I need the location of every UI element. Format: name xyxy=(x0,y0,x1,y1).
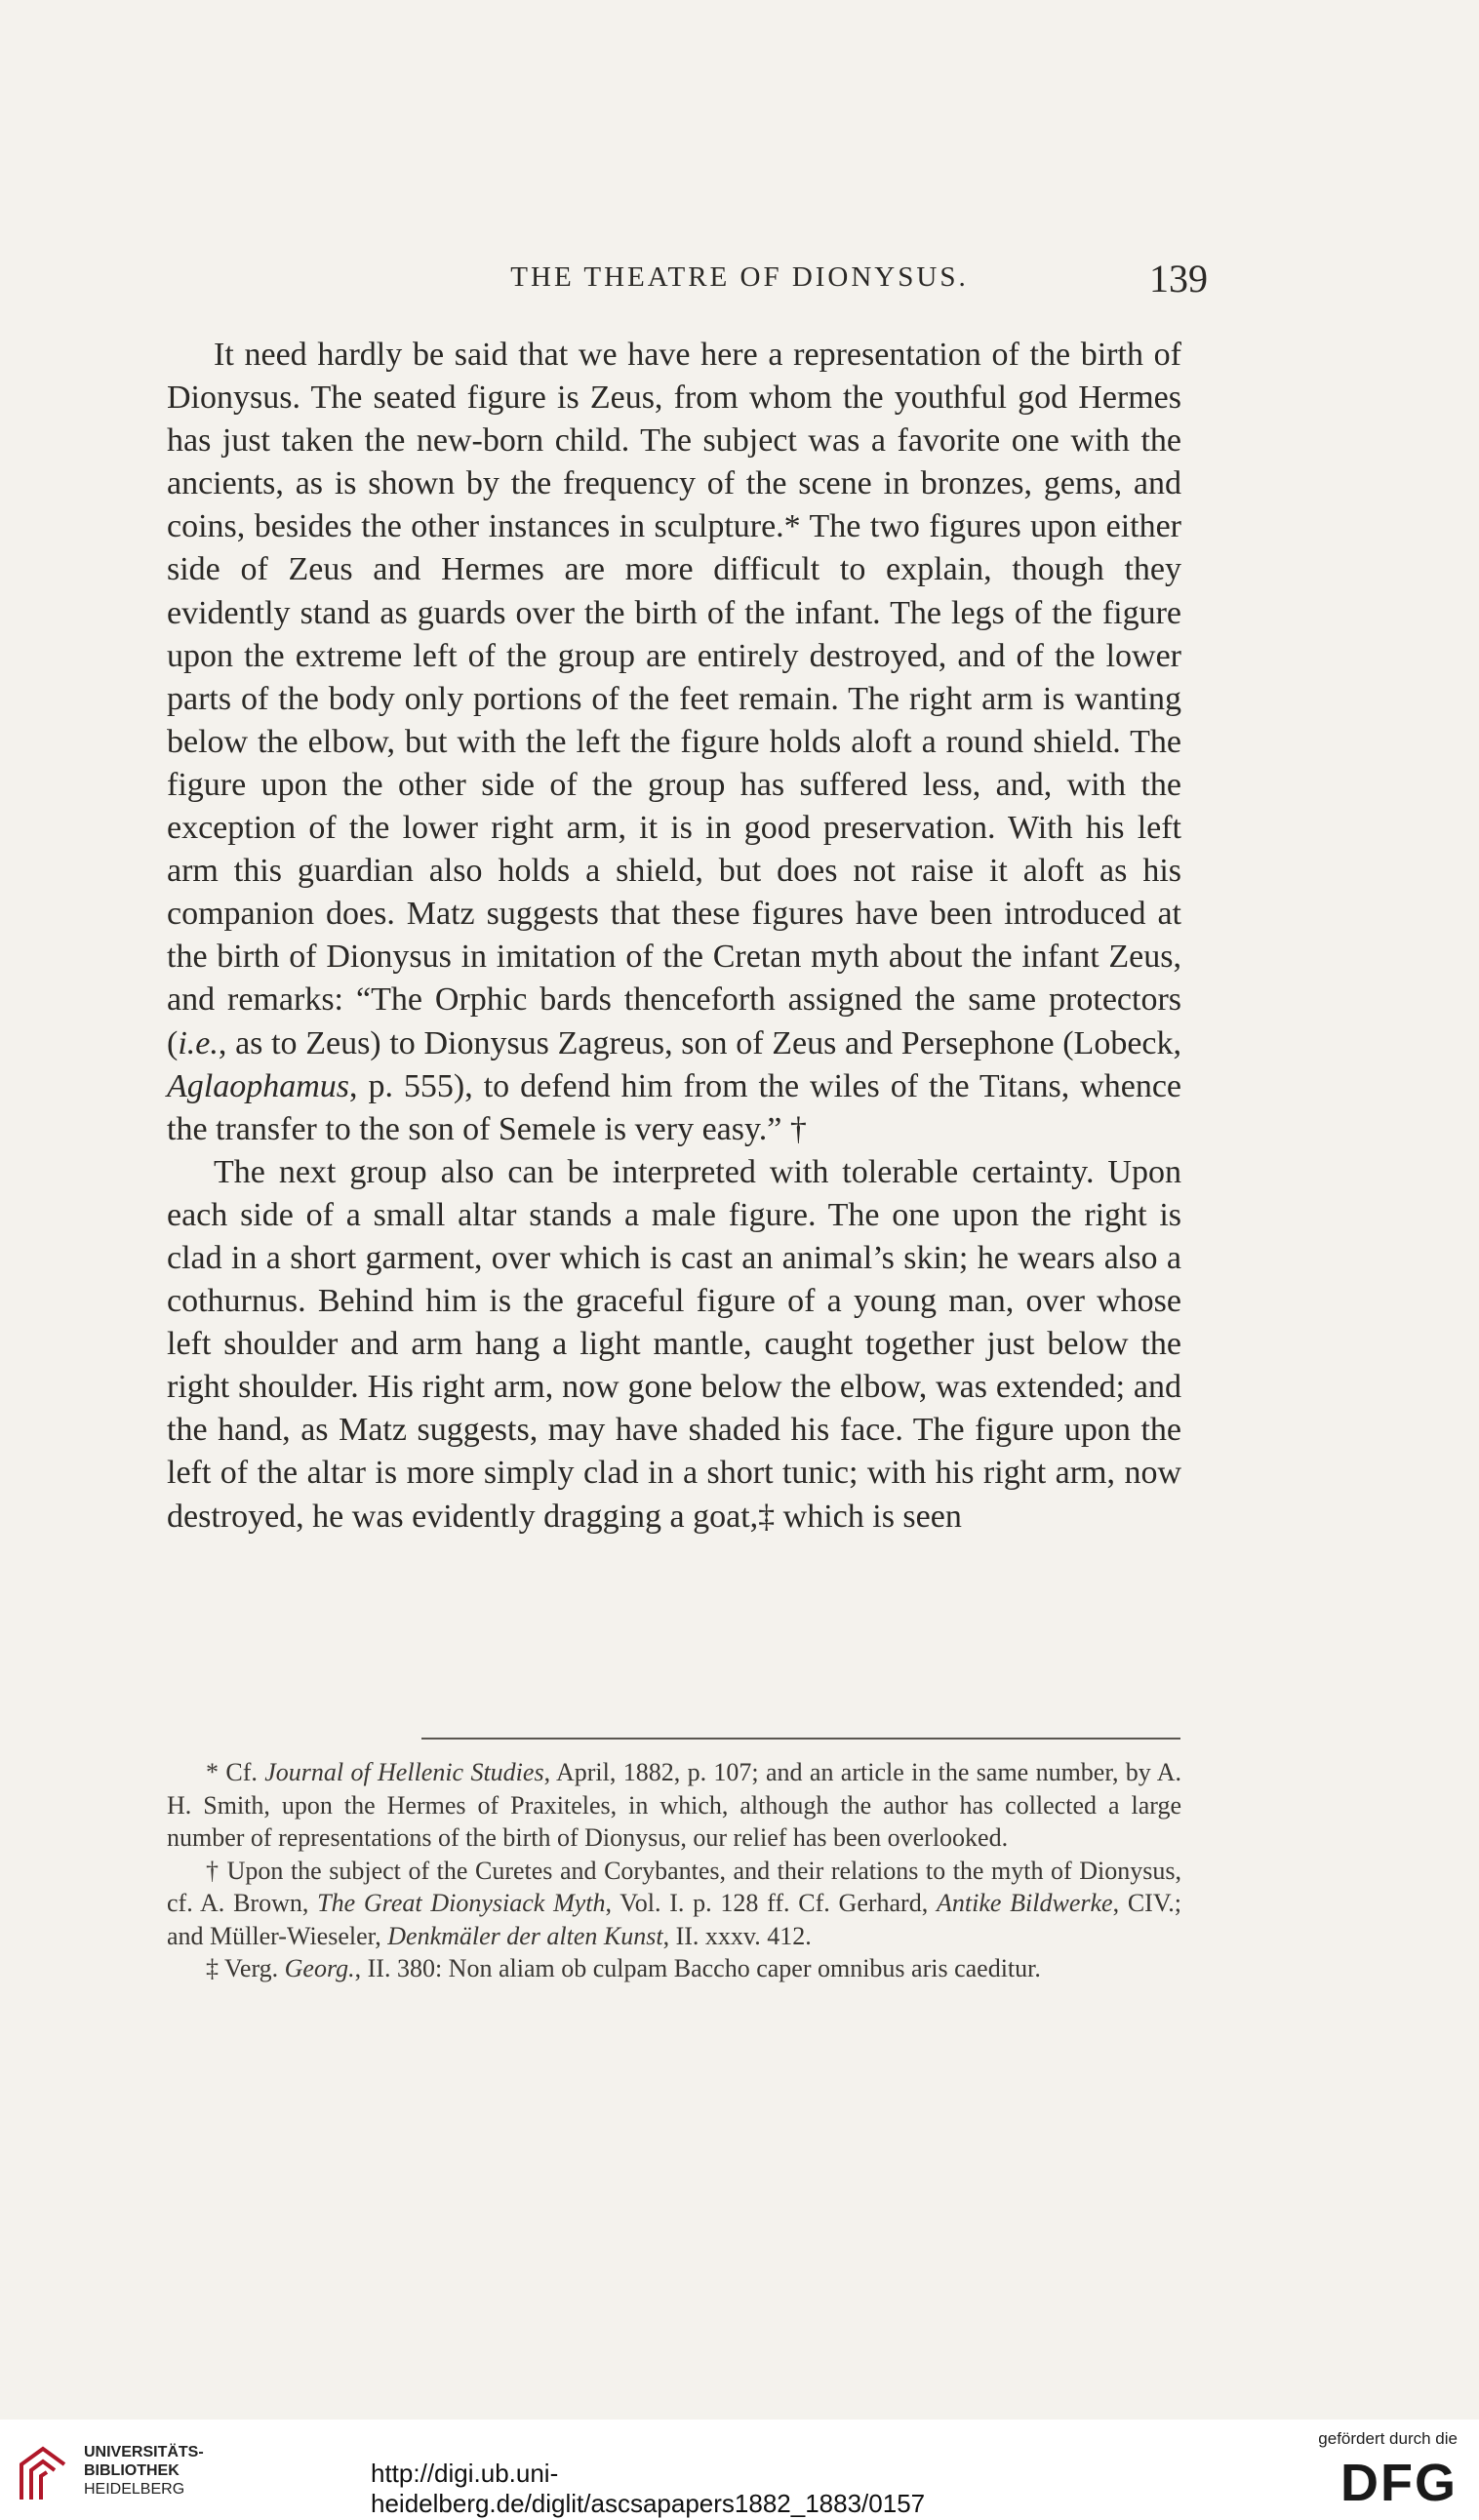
italic-text: Denkmäler der alten Kunst xyxy=(387,1921,663,1950)
library-name xyxy=(84,2443,240,2499)
library-name-line: BIBLIOTHEK xyxy=(84,2462,180,2479)
text-run: , Vol. I. p. 128 ff. Cf. Gerhard, xyxy=(605,1889,937,1917)
library-name-line: UNIVERSITÄTS- xyxy=(84,2444,204,2460)
university-library-logo-icon xyxy=(14,2443,74,2503)
text-run: , II. xxxv. 412. xyxy=(662,1921,812,1950)
italic-text: Georg. xyxy=(284,1954,355,1982)
viewer-footer xyxy=(0,2420,1479,2520)
body-text xyxy=(167,334,1181,1539)
italic-text: Journal of Hellenic Studies xyxy=(264,1758,544,1786)
italic-text: Aglaophamus xyxy=(167,1067,349,1104)
footnote-divider xyxy=(421,1738,1180,1740)
italic-text: Antike Bildwerke xyxy=(936,1889,1113,1917)
text-run: , CIV.; and Müller-Wieseler, xyxy=(167,1889,1181,1950)
page-number: 139 xyxy=(1149,257,1208,300)
permalink-url[interactable]: http://digi.ub.uni-heidelberg.de/diglit/ascsapapers1882_1883/0157 xyxy=(371,2459,926,2518)
text-run: , II. 380: Non aliam ob culpam Baccho caper omnibus aris caeditur. xyxy=(354,1954,1041,1982)
footnote xyxy=(167,1952,1181,1985)
paragraph xyxy=(167,334,1181,1151)
library-name-line: HEIDELBERG xyxy=(84,2481,185,2498)
text-run: , p. 555), to defend him from the wiles of the Titans, whence the transfer to the son of Semele is very easy.” † xyxy=(167,1067,1181,1147)
dfg-logo: DFG xyxy=(1340,2454,1458,2512)
text-run: † Upon the subject of the Curetes and Corybantes, and their relations to the myth of Dionysus, cf. A. Brown, xyxy=(167,1856,1181,1917)
footnotes xyxy=(167,1756,1181,1985)
italic-text: i.e. xyxy=(178,1024,219,1061)
text-run: , April, 1882, p. 107; and an article in the same number, by A. H. Smith, upon the Hermes of Praxiteles, in which, although the author has collected a large number of representations of the birth of Dionysus, our relief has been overlooked. xyxy=(167,1758,1181,1852)
italic-text: The Great Dionysiack Myth xyxy=(317,1889,606,1917)
footnote xyxy=(167,1756,1181,1855)
footnote xyxy=(167,1855,1181,1953)
text-run: * Cf. xyxy=(206,1758,265,1786)
running-title: THE THEATRE OF DIONYSUS. xyxy=(510,261,969,293)
text-run: ‡ Verg. xyxy=(206,1954,285,1982)
paragraph xyxy=(167,1151,1181,1539)
funding-caption: gefördert durch die xyxy=(1318,2429,1458,2448)
text-run: , as to Zeus) to Dionysus Zagreus, son of Zeus and Persephone (Lobeck, xyxy=(218,1024,1181,1061)
text-run: The next group also can be interpreted with tolerable certainty. Upon each side of a small altar stands a male figure. The one upon the right is clad in a short garment, over which is cast an animal’s skin; he wears also a cothurnus. Behind him is the graceful figure of a young man, over whose left shoulder and arm hang a light mantle, caught together just below the right shoulder. His right arm, now gone below the elbow, was extended; and the hand, as Matz suggests, may have shaded his face. The figure upon the left of the altar is more simply clad in a short tunic; with his right arm, now destroyed, he was evidently dragging a goat,‡ which is seen xyxy=(167,1153,1181,1535)
text-run: It need hardly be said that we have here a representation of the birth of Dionysus. The seated figure is Zeus, from whom the youthful god Hermes has just taken the new-born child. The subject was a favorite one with the ancients, as is shown by the frequency of the scene in bronzes, gems, and coins, besides the other instances in sculpture.* The two figures upon either side of Zeus and Hermes are more difficult to explain, though they evidently stand as guards over the birth of the infant. The legs of the figure upon the extreme left of the group are entirely destroyed, and of the lower parts of the body only portions of the feet remain. The right arm is wanting below the elbow, but with the left the figure holds aloft a round shield. The figure upon the other side of the group has suffered less, and, with the exception of the lower right arm, it is in good preservation. With his left arm this guardian also holds a shield, but does not raise it aloft as his companion does. Matz suggests that these figures have been introduced at the birth of Dionysus in imitation of the Cretan myth about the infant Zeus, and remarks: “The Orphic bards thenceforth assigned the same protectors ( xyxy=(167,337,1181,1061)
